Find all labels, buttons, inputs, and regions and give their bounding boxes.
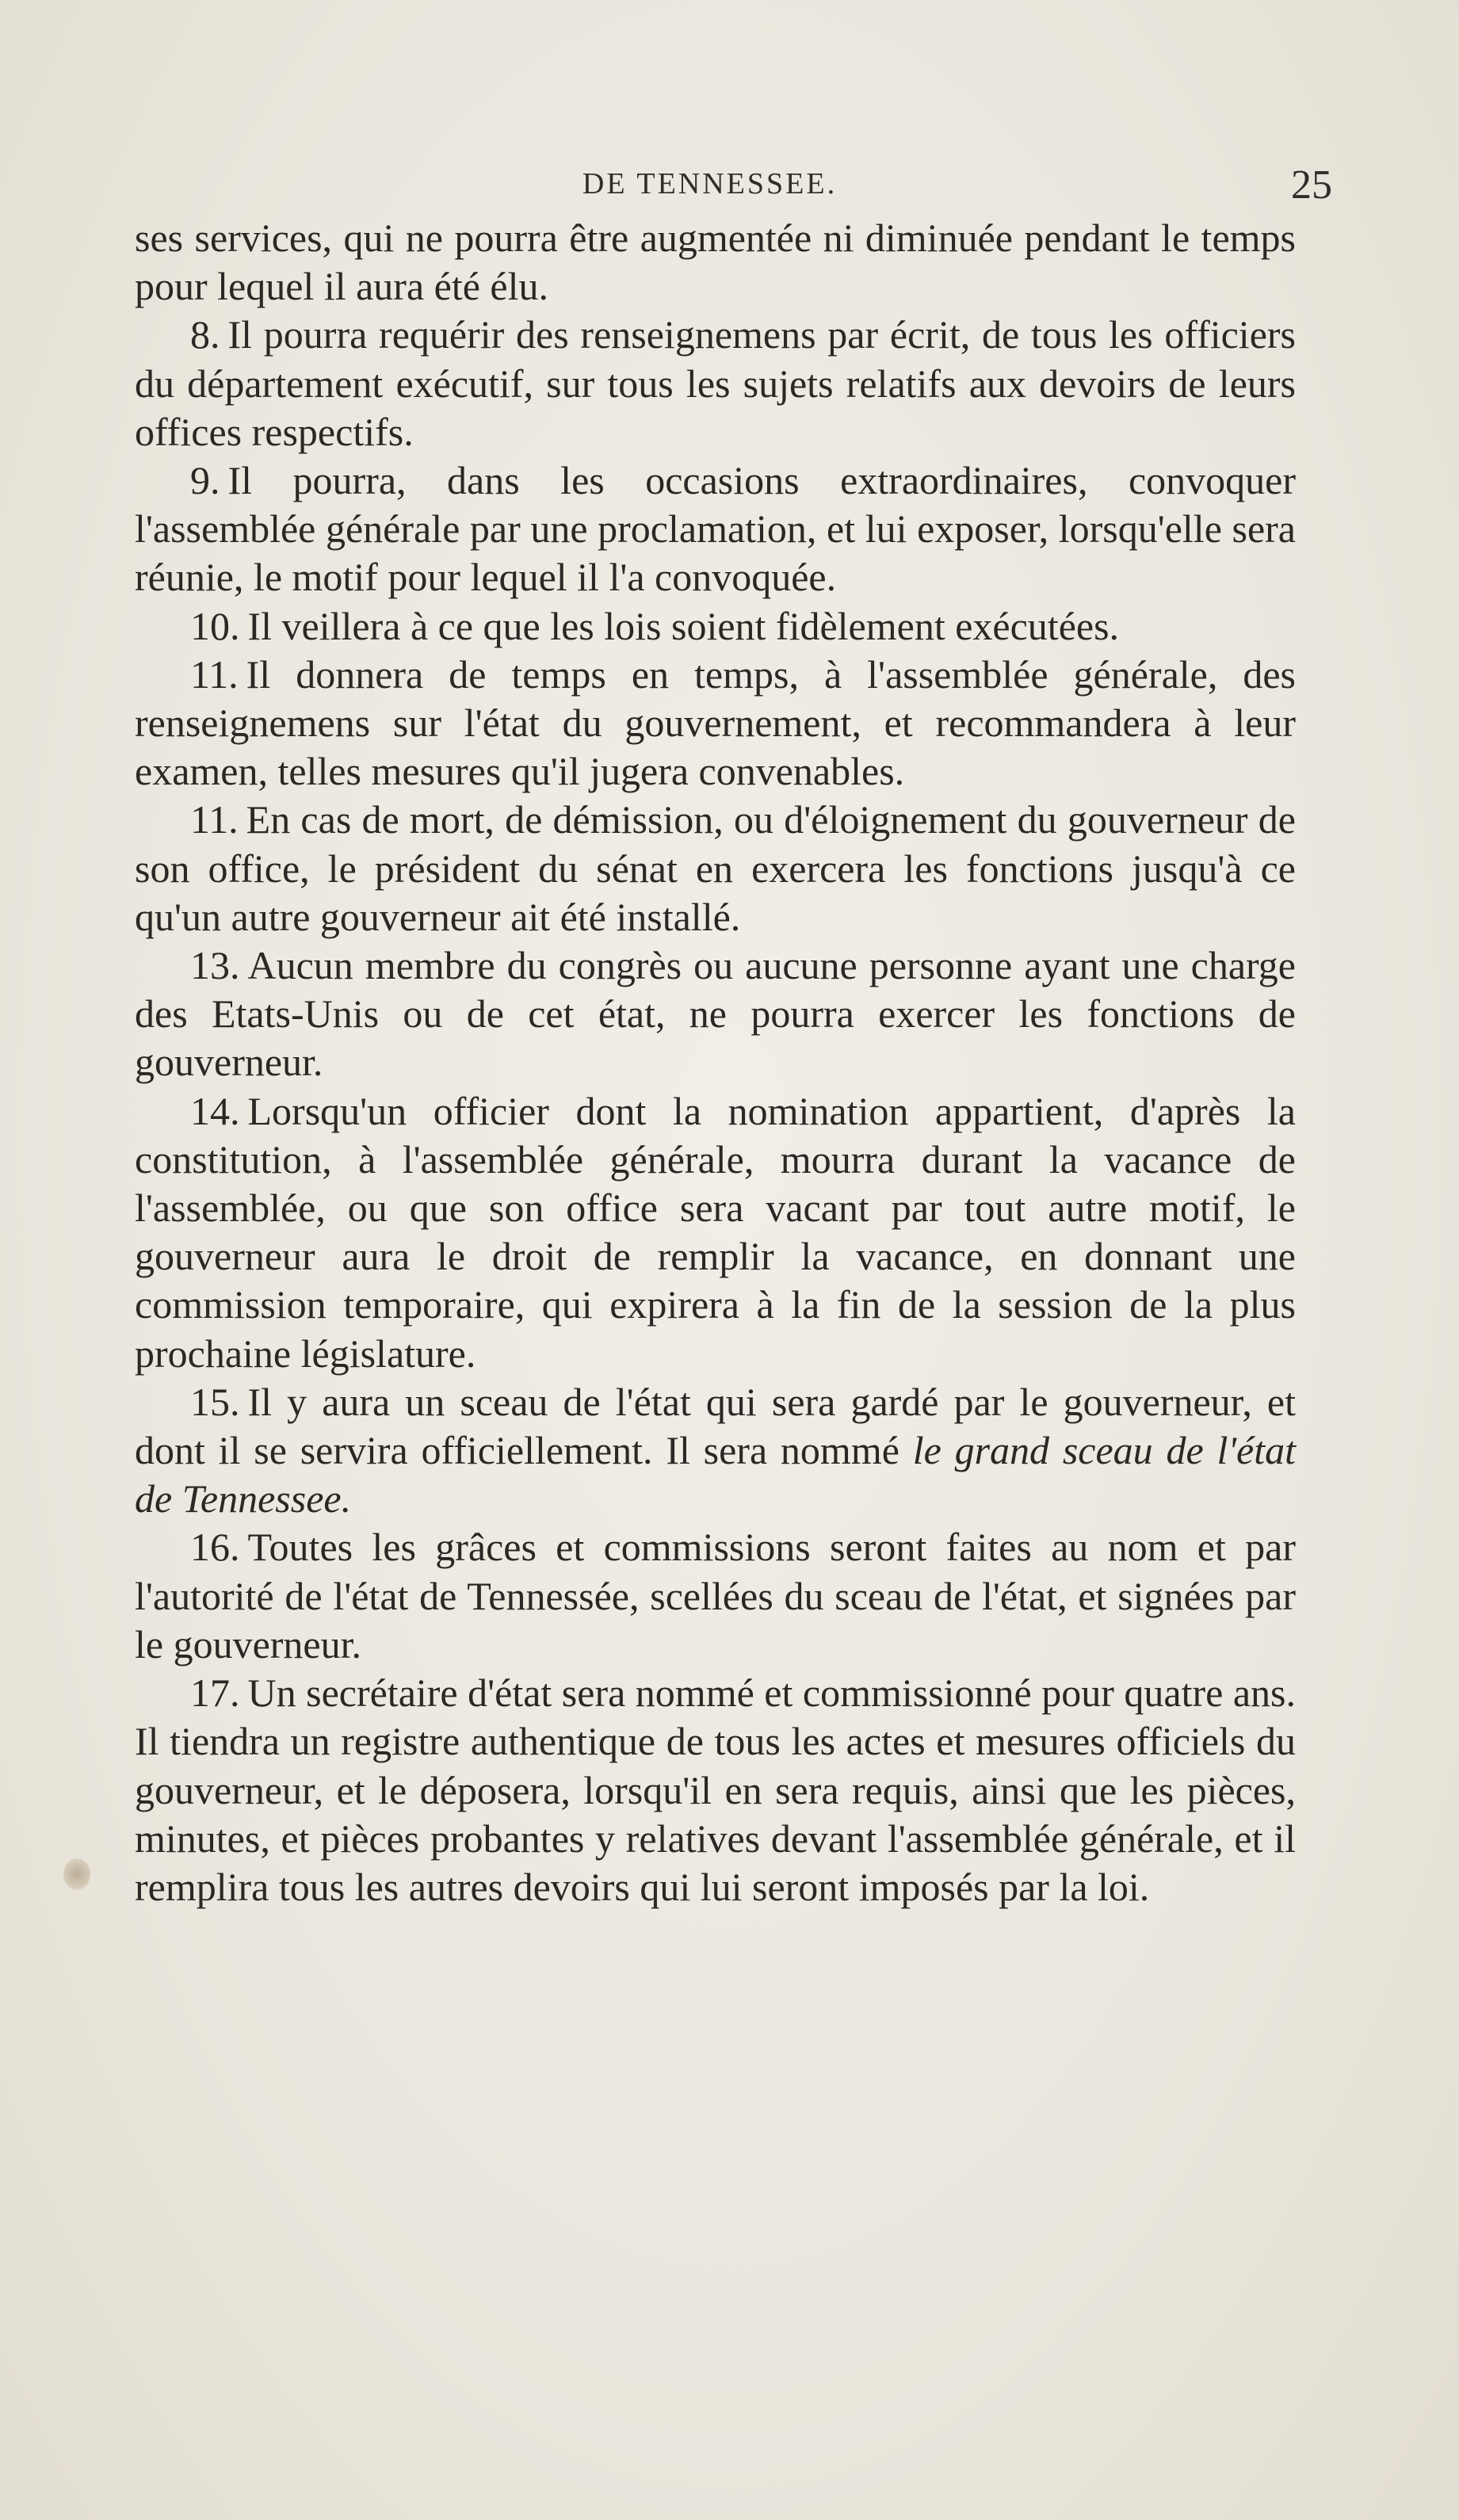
paragraph-text: Un secrétaire d'état sera nommé et commissionné pour quatre ans. Il tiendra un registre authentique de tous les actes et mesures officiels du gouverneur, et le déposera, lorsqu'il en sera requis, ainsi que les pièces, minutes, et pièces probantes y relatives devant l'assemblée générale, et il remplira tous les autres devoirs qui lui seront imposés par la loi. <box>135 1670 1296 1909</box>
article-number: 13. <box>190 943 240 988</box>
paragraph-article-14 <box>135 1087 1296 1378</box>
article-number: 9. <box>190 458 220 503</box>
paragraph-article-10 <box>135 602 1296 651</box>
paragraph-text: Il pourra requérir des renseignemens par écrit, de tous les officiers du département exécutif, sur tous les sujets relatifs aux devoirs de leurs offices respectifs. <box>135 312 1296 454</box>
paragraph-text: Aucun membre du congrès ou aucune personne ayant une charge des Etats-Unis ou de cet état, ne pourra exercer les fonctions de gouverneur. <box>135 943 1296 1085</box>
article-number: 11. <box>190 797 239 842</box>
article-number: 17. <box>190 1670 240 1716</box>
paragraph-article-13 <box>135 941 1296 1087</box>
seal-name-italic: le grand sceau de l'état de Tennessee. <box>135 1428 1297 1522</box>
ink-blot <box>63 1858 90 1890</box>
paragraph-text: Lorsqu'un officier dont la nomination appartient, d'après la constitution, à l'assemblée générale, mourra durant la vacance de l'assemblée, ou que son office sera vacant par tout autre motif, le gouverneur aura le droit de remplir la vacance, en donnant une commission temporaire, qui expirera à la fin de la session de la plus prochaine législature. <box>135 1088 1296 1376</box>
paragraph-article-11a <box>135 651 1296 796</box>
paragraph-article-11b <box>135 796 1296 941</box>
running-title: DE TENNESSEE. <box>582 167 838 200</box>
paragraph-text: Toutes les grâces et commissions seront faites au nom et par l'autorité de l'état de Tennessée, scellées du sceau de l'état, et signées par le gouverneur. <box>135 1525 1296 1667</box>
paragraph-article-8 <box>135 311 1296 456</box>
paragraph-article-9 <box>135 456 1296 602</box>
article-number: 8. <box>190 312 220 357</box>
paragraph-article-16 <box>135 1523 1296 1669</box>
paragraph-text: ses services, qui ne pourra être augmentée ni diminuée pendant le temps pour lequel il aura été élu. <box>135 216 1296 309</box>
article-number: 11. <box>190 651 239 697</box>
page-number: 25 <box>1291 162 1332 208</box>
running-head <box>135 162 1332 214</box>
article-number: 14. <box>190 1088 240 1133</box>
article-number: 10. <box>190 603 240 648</box>
body-text <box>135 214 1296 1911</box>
paragraph-continuation <box>135 214 1296 311</box>
paragraph-text: Il pourra, dans les occasions extraordinaires, convoquer l'assemblée générale par une proclamation, et lui exposer, lorsqu'elle sera réunie, le motif pour lequel il l'a convoquée. <box>135 458 1296 600</box>
paragraph-article-15 <box>135 1378 1296 1524</box>
article-number: 16. <box>190 1525 240 1570</box>
paragraph-text: Il donnera de temps en temps, à l'assemblée générale, des renseignemens sur l'état du gouvernement, et recommandera à leur examen, telles mesures qu'il jugera convenables. <box>135 651 1296 794</box>
paragraph-text: En cas de mort, de démission, ou d'éloignement du gouverneur de son office, le président du sénat en exercera les fonctions jusqu'à ce qu'un autre gouverneur ait été installé. <box>135 797 1296 939</box>
paragraph-text: Il y aura un sceau de l'état qui sera gardé par le gouverneur, et dont il se servira officiellement. Il sera nommé <box>135 1379 1296 1473</box>
article-number: 15. <box>190 1379 240 1424</box>
paragraph-article-17 <box>135 1669 1296 1911</box>
paragraph-text: Il veillera à ce que les lois soient fidèlement exécutées. <box>247 603 1120 648</box>
